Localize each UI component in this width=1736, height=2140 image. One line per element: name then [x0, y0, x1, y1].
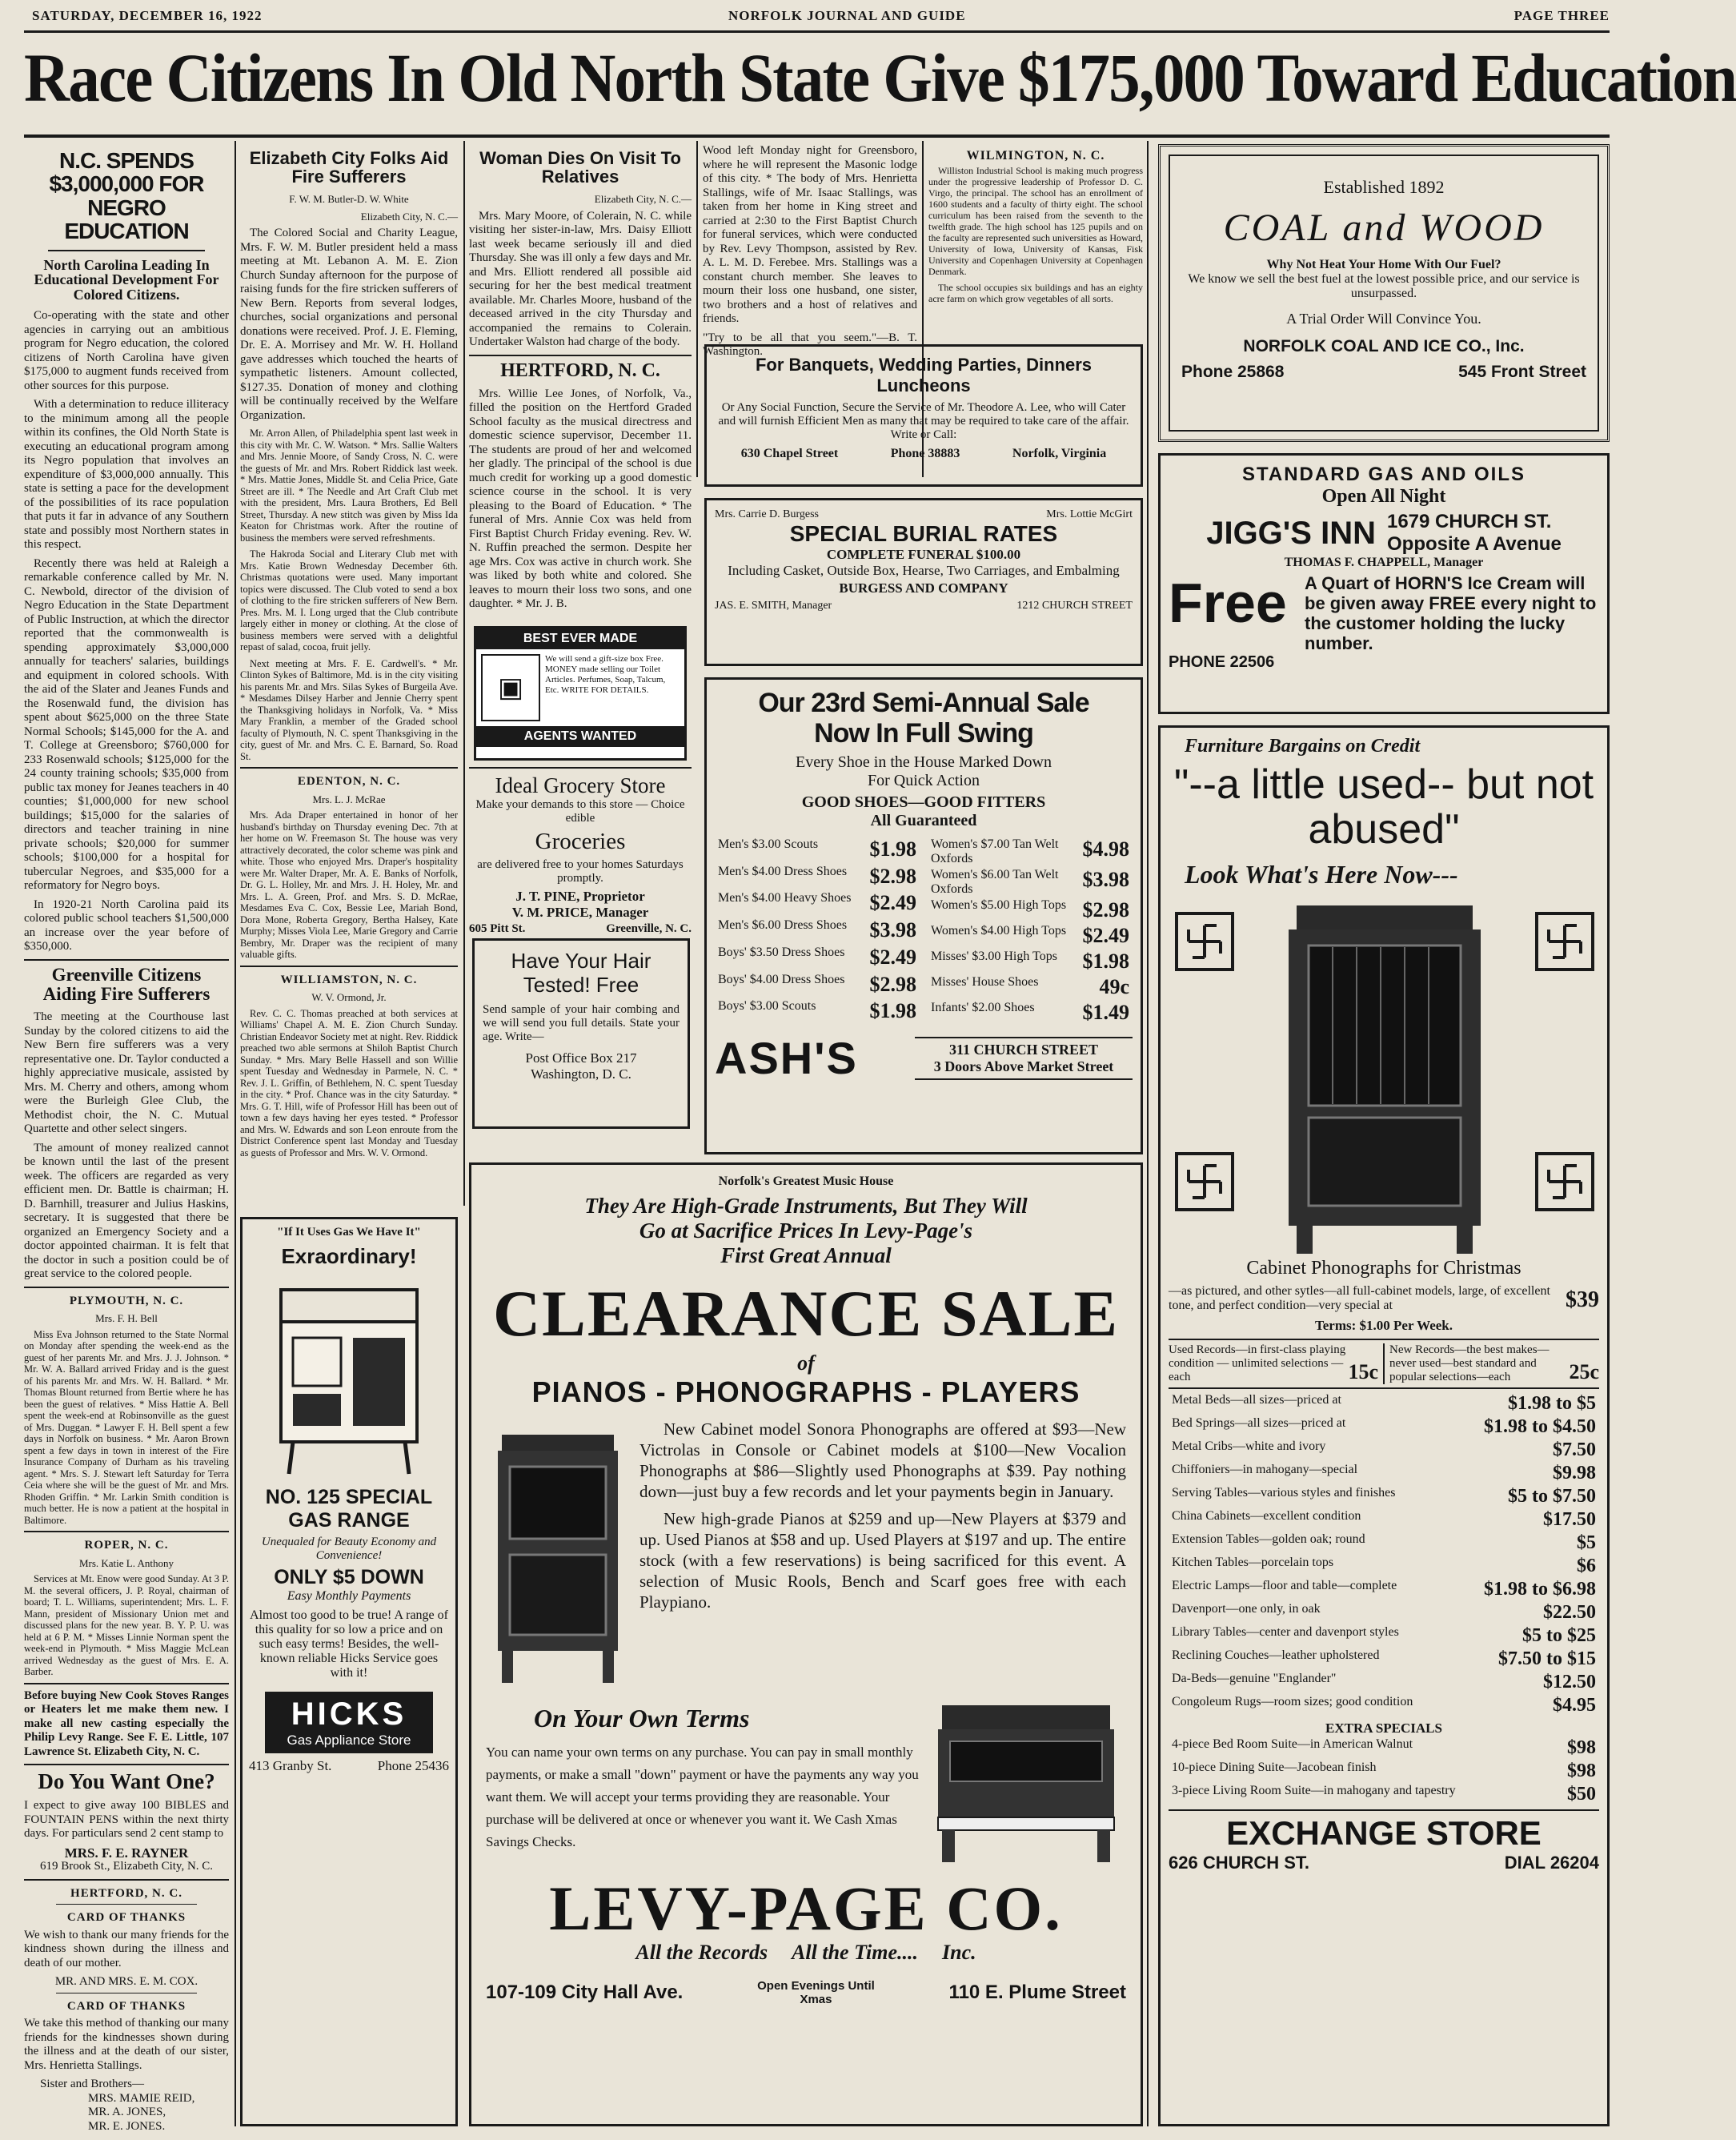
ash-headline-1: Our 23rd Semi-Annual Sale — [758, 688, 1089, 718]
ash-right-price: $3.98 — [1082, 868, 1129, 891]
exchange-new-records: New Records—the best makes—never used—best standard and popular selections—each — [1389, 1343, 1550, 1383]
levy-inc: Inc. — [941, 1941, 976, 1964]
exchange-caption-text: —as pictured, and other sytles—all full-cabinet models, large, of excellent tone, and perfect condition—very special at — [1169, 1284, 1550, 1312]
newspaper-name: NORFOLK JOURNAL AND GUIDE — [728, 8, 966, 23]
grocery-owner: J. T. PINE, Proprietor — [515, 889, 645, 904]
banner-rule — [24, 135, 1610, 138]
ash-left-price: $1.98 — [869, 837, 916, 861]
dateline-elizabeth-city: Elizabeth City, N. C.— — [360, 210, 458, 223]
ash-price-table-left — [715, 837, 920, 1026]
exchange-item: Kitchen Tables—porcelain tops — [1172, 1556, 1334, 1569]
hicks-top: "If It Uses Gas We Have It" — [277, 1226, 421, 1239]
banquet-ad — [704, 344, 1143, 487]
banner-headline: Race Citizens In Old North State Give $175,000 Toward Education — [24, 39, 1736, 116]
wilmington-news-2: The school occupies six buildings and has an eighty acre farm on which grow vegetables of all sorts. — [928, 282, 1143, 304]
exchange-used-price: 15c — [1348, 1360, 1378, 1383]
exchange-item: Metal Beds—all sizes—priced at — [1172, 1393, 1341, 1407]
column-rule — [463, 141, 465, 1206]
headline-nc-education: N.C. SPENDS $3,000,000 FOR NEGRO EDUCATION — [49, 148, 204, 244]
exchange-row — [1169, 1624, 1599, 1648]
exchange-row — [1169, 1671, 1599, 1694]
best-ad-footer: AGENTS WANTED — [476, 726, 684, 747]
exchange-row — [1169, 1601, 1599, 1624]
headline-want-one: Do You Want One? — [38, 1769, 215, 1794]
ash-left-item: Men's $4.00 Heavy Shoes — [718, 891, 852, 905]
hicks-payments: Easy Monthly Payments — [287, 1589, 411, 1603]
levy-intro-2: Go at Sacrifice Prices In Levy-Page's — [639, 1219, 973, 1243]
exchange-row — [1169, 1694, 1599, 1717]
hicks-headline: Exraordinary! — [281, 1244, 417, 1268]
column-2 — [240, 144, 458, 1209]
story-paragraph: With a determination to reduce illiteracy to the minimum among all the people within its confines, the Old North State is executing an educational program among its Negro population that involves an expenditure of $3,000,000 annually. This state is setting a pace for the development of the possibilities of its race population that puts it far in advance of any Southern state and possibly most Northern states in this respect. — [24, 398, 229, 552]
burial-ad — [704, 498, 1143, 666]
exchange-item: Electric Lamps—floor and table—complete — [1172, 1579, 1397, 1592]
column-3 — [469, 144, 692, 616]
ash-right-price: $2.49 — [1082, 924, 1129, 947]
ash-right-item: Women's $6.00 Tan Welt Oxfords — [931, 868, 1059, 896]
exchange-price: $1.98 to $5 — [1508, 1393, 1596, 1414]
hair-test-ad — [472, 938, 690, 1129]
ash-left-price: $2.49 — [869, 891, 916, 915]
levy-of: of — [797, 1351, 815, 1375]
levy-top: Norfolk's Greatest Music House — [718, 1174, 894, 1188]
banquet-text: Or Any Social Function, Secure the Service of Mr. Theodore A. Lee, who will Cater and will furnish Efficient Men as many that may be required to take care of the affair. — [718, 401, 1129, 428]
levy-intro-3: First Great Annual — [720, 1243, 892, 1267]
card-of-thanks-2: CARD OF THANKS — [66, 1999, 186, 2013]
column-4 — [703, 144, 917, 358]
best-ad-text: We will send a gift-size box Free. MONEY made selling our Toilet Articles. Perfumes, Soap, Talcum, Etc. WRITE FOR DETAILS. — [545, 654, 666, 695]
ash-right-item: Misses' House Shoes — [931, 975, 1039, 989]
exchange-used-records: Used Records—in first-class playing condition — unlimited selections — each — [1169, 1343, 1346, 1383]
exchange-new-price: 25c — [1569, 1360, 1599, 1383]
exchange-terms: Terms: $1.00 Per Week. — [1314, 1318, 1453, 1333]
exchange-price: $5 to $7.50 — [1508, 1486, 1596, 1507]
hicks-logo: HICKS — [291, 1696, 407, 1732]
exchange-extra-item: 4-piece Bed Room Suite—in American Walnut — [1172, 1737, 1413, 1751]
levy-items: PIANOS - PHONOGRAPHS - PLAYERS — [531, 1375, 1080, 1408]
ash-right-price: $4.98 — [1082, 837, 1129, 861]
exchange-phone: DIAL 26204 — [1504, 1853, 1599, 1873]
want-text: I expect to give away 100 BIBLES and FOUNTAIN PENS within the next thirty days. For particulars send 2 cent stamp to — [24, 1799, 229, 1841]
jigg-offer: A Quart of HORN'S Ice Cream will be given away FREE every night to the customer holding the lucky number. — [1305, 573, 1597, 653]
ash-left-item: Boys' $3.50 Dress Shoes — [718, 945, 845, 959]
exchange-item: Congoleum Rugs—room sizes; good condition — [1172, 1695, 1413, 1708]
hicks-address: 413 Granby St. — [249, 1758, 332, 1773]
hicks-gas-ad — [240, 1217, 458, 2126]
ash-left-price: $3.98 — [869, 918, 916, 942]
ash-right-row — [928, 974, 1133, 1000]
issue-date: SATURDAY, DECEMBER 16, 1922 — [32, 8, 263, 23]
page-number: PAGE THREE — [1513, 8, 1610, 23]
ash-left-item: Men's $4.00 Dress Shoes — [718, 864, 848, 878]
ash-right-row — [928, 949, 1133, 974]
column-rule — [235, 141, 236, 2126]
burial-name-left: Mrs. Carrie D. Burgess — [715, 508, 820, 520]
exchange-extra-item: 10-piece Dining Suite—Jacobean finish — [1172, 1761, 1377, 1774]
ash-right-item: Infants' $2.00 Shoes — [931, 1001, 1035, 1014]
exchange-price: $9.98 — [1553, 1463, 1596, 1484]
stove-ad: Before buying New Cook Stoves Ranges or Heaters let me make them new. I make all new casting especially the Philip Levy Range. See F. E. Little, 107 Lawrence St. Elizabeth City, N. C. — [24, 1688, 229, 1758]
gas-range-icon — [249, 1274, 451, 1482]
byline-williamston: W. V. Ormond, Jr. — [311, 991, 387, 1004]
story-paragraph: The meeting at the Courthouse last Sunday by the colored citizens to aid the New Bern fire sufferers was a very representative one. Dr. Taylor conducted a highly appreciative musicale, assisted by Mrs. M. Cherry and others, among whom were the Burleigh Glee Club, the Methodist choir, the N. C. Mutual Quartette and other select singers. — [24, 1010, 229, 1136]
deck-nc-education: North Carolina Leading In Educational Development For Colored Citizens. — [34, 256, 219, 303]
jigg-free: Free — [1169, 572, 1287, 634]
exchange-item: Davenport—one only, in oak — [1172, 1602, 1321, 1616]
burial-address: 1212 CHURCH STREET — [1016, 600, 1133, 612]
coal-headline: COAL and WOOD — [1223, 207, 1545, 249]
jigg-manager: THOMAS F. CHAPPELL, Manager — [1284, 556, 1484, 569]
column-5 — [928, 144, 1143, 332]
ash-shoe-ad — [704, 677, 1143, 1154]
levy-terms-headline: On Your Own Terms — [534, 1704, 750, 1732]
story-paragraph: The amount of money realized cannot be known until the last of the present week. The officers are regarded as very efficient men. Dr. Battle is chairman; H. D. Barnhill, treasurer and Julius Haskins, secretary. It is suggested that there be organized an Emergency Society and a doctor appointed chairman. It is felt that the doctor in such a position could be of great service to the colored people. — [24, 1141, 229, 1281]
levy-logo: LEVY-PAGE CO. — [549, 1873, 1063, 1943]
exchange-caption: Cabinet Phonographs for Christmas — [1246, 1258, 1522, 1279]
story-paragraph: The Hakroda Social and Literary Club met with Mrs. Katie Brown Wednesday December 6th. Christmas quotations were used. Many important topics were discussed. The Club voted to send a box of clothing to the fire stricken sufferers of New Bern. Pres. Mrs. M. I. Long urged that the Club contribute largely either in money or clothing. At the close of business members were served with a delightful repast of salad, cocoa, fruit jelly. — [240, 548, 458, 653]
ash-address-2: 3 Doors Above Market Street — [933, 1058, 1114, 1074]
exchange-address: 626 CHURCH ST. — [1169, 1853, 1310, 1873]
exchange-row — [1169, 1485, 1599, 1508]
dateline-hertford: HERTFORD, N. C. — [500, 359, 660, 381]
grocery-big: Groceries — [535, 829, 626, 854]
levy-paragraph-1: New Cabinet model Sonora Phonographs are offered at $93—New Victrolas in Console or Cabinet models at $100—New Vocalion Phonographs at $86—Slightly used Phonographs at $39. Pay nothing down—just buy a few records and let your payments begin in January. — [639, 1419, 1126, 1501]
grocery-text: Make your demands to this store — Choice edible — [475, 798, 685, 825]
ash-right-price: $1.49 — [1082, 1001, 1129, 1024]
exchange-extra-price: $98 — [1567, 1761, 1596, 1781]
ash-right-item: Women's $4.00 High Tops — [931, 924, 1067, 938]
hicks-model: NO. 125 SPECIAL GAS RANGE — [265, 1486, 433, 1532]
exchange-row — [1169, 1462, 1599, 1485]
stallings-story: Wood left Monday night for Greensboro, where he will represent the Masonic lodge of this city. * The body of Mrs. Henrietta Stallings, wife of Mr. Isaac Stallings, was taken from her home in King street and carried at 2:30 to the First Baptist Church for funeral services, which were conducted by Rev. Levy Thompson, assisted by Rev. A. L. M. D. Ferebee. Mrs. Stallings was a constant church member. She leaves to mourn their loss one husband, one sister, two brothers and a host of relatives and friends. — [703, 144, 917, 325]
ash-left-row — [715, 917, 920, 945]
williamston-news: Rev. C. C. Thomas preached at both services at Williams' Chapel A. M. E. Zion Church Sunday. Christian Endeavor Society met at night. Rev. Riddick preached two able sermons at Shiloh Baptist Church Sunday. * Mrs. Mary Belle Hassell and son Willie spent Tuesday and Wednesday in Parmele, N. C. * Rev. J. L. Griffin, of Bethlehem, N. C. spent Tuesday in the city. * Prof. Chance was in the city Saturday. * Mrs. G. T. Hill, wife of Professor Hill has been out of town a few days having her eyes tested. * Professor and Mrs. W. Edwards and son Leon enroute from the District Conference spent last Monday and Tuesday as guests of Professor and Mrs. W. V. Ormond. — [240, 1007, 458, 1158]
exchange-extra-row — [1169, 1736, 1599, 1760]
jigg-open: Open All Night — [1321, 486, 1446, 507]
exchange-row — [1169, 1392, 1599, 1415]
ash-left-item: Men's $3.00 Scouts — [718, 837, 819, 851]
exchange-item: Metal Cribs—white and ivory — [1172, 1439, 1326, 1453]
levy-intro-1: They Are High-Grade Instruments, But They Will — [584, 1194, 1028, 1218]
want-name: MRS. F. E. RAYNER — [64, 1845, 189, 1861]
story-paragraph: Mr. Arron Allen, of Philadelphia spent last week in this city with Mr. C. W. Watson. * Mrs. Sallie Walters and Mrs. Jennie Moore, of Sandy Cross, N. C. were the guests of Mr. and Mrs. Robert Riddick last week. * Mrs. Mattie Jones, Middle St. and Celia Price, Gate Street are ill. * The Needle and Art Craft Club met with the president, Mrs. Laura Brothers, Ed Bell Street, Thursday. A new stitch was given by Miss Ida Keaton for Christmas work. After the routine of business the members were served refreshments. — [240, 428, 458, 544]
levy-paragraph-2: New high-grade Pianos at $259 and up—New Players at $379 and up. Used Pianos at $58 and up. Used Players at $197 and up. The entire stock (with a few reservations) is being sacrificed for this event. A selection of Music Rools, Bench and Scarf goes free with each Playpiano. — [639, 1509, 1126, 1612]
story-paragraph: Next meeting at Mrs. F. E. Cardwell's. * Mr. Clinton Sykes of Baltimore, Md. is in the city visiting his parents Mr. and Mrs. Silas Sykes of Burgeila Ave. * Mesdames Dilsey Harber and Jennie Cherry spent the Thanksgiving holidays in Norfolk, Va. * Miss Mary Franklin, a member of the Graded school faculty of Plymouth, N. C. spent Thanksgiving in the city, guest of Mr. and Mrs. C. E. Barnard, So. Road St. — [240, 657, 458, 762]
levy-address-2: 110 E. Plume Street — [948, 1981, 1126, 2003]
edenton-news: Mrs. Ada Draper entertained in honor of her husband's birthday on Thursday evening Dec. 7th at her home on W. Freemason St. The house was very attractively decorated, the color scheme was pink and white. Those who enjoyed Mrs. Draper's hospitality were Mr. Walter Draper, Mr. A. E. Banks of Norfolk, Dr. G. L. Holley, Mr. and Mrs. J. H. Holey, Mr. and Mrs. L. A. Green, Prof. and Mrs. S. D. McRae, Mesdames Eva C. Cox, Bessie Lee, Mariah Bond, Dora Mone, Roberta Gregory, Bertha Halsey, Kate Murphy; Misses Viola Lee, Marie Gregory and Carrie Bembry, Mr. Draper was the recipient of many valuable gifts. — [240, 809, 458, 961]
ash-right-item: Women's $5.00 High Tops — [931, 898, 1067, 912]
hertford-news: Mrs. Willie Lee Jones, of Norfolk, Va., filled the position on the Hertford Graded School faculty as the musical directress and domestic science supervisor, December 11. The students are proud of her and welcomed her gladly. The principal of the school is due much credit for working up a good domestic science course in the school. It is very pleasing to the Board of Education. * The funeral of Mrs. Annie Cox was held from First Baptist Church Friday evening. Rev. W. N. Ruffin preached the sermon. Despite her age Mrs. Cox was active in church work. She was liked by both white and colored. She leaves to mourn their loss two sons, and one daughter. * Mr. J. B. — [469, 387, 692, 611]
story-paragraph: The Colored Social and Charity League, Mrs. F. W. M. Butler president held a mass meeting at Mt. Lebanon A. M. E. Zion Church Sunday afternoon for the purpose of raising funds for the fire stricken sufferers of New Bern. Reports from several lodges, churches, social organizations and personal donations were received. Prof. J. E. Fleming, Dr. E. A. Morrisey and Mr. W. H. Holland gave addresses which touched the hearts of sympathetic listeners. Amount collected, $127.35. Donation of money and clothing will be continually received by the Welfare Organization. — [240, 227, 458, 422]
ash-left-price: $2.98 — [869, 972, 916, 996]
hair-address-2: Washington, D. C. — [531, 1066, 631, 1082]
exchange-headline: Furniture Bargains on Credit — [1185, 736, 1421, 757]
headline-greenville: Greenville Citizens Aiding Fire Sufferers — [42, 964, 210, 1004]
story-paragraph: Recently there was held at Raleigh a remarkable conference called by Mr. N. C. Newbold, director of the division of Negro Education in the State Department of Public Instruction, at which the director reported that the commonwealth is spending approximately $3,000,000 annually for teachers' salaries, buildings and equipment in colored schools. With the aid of the Slater and Jeanes Funds and the Rosenwald fund, the division has spent about $625,000 on the three State Normal Schools; $145,000 for the A. and T. College at Greensboro; $760,000 for 233 Rosenwald schools; $125,000 for the 24 county training schools; $35,000 from public tax money for Jeanes teachers in 40 counties; $1,000,000 for new school buildings; $15,000 for the salaries of directors and teacher training in nine private schools; $20,000 for summer schools; $100,000 for a hospital for tubercular Negroes, and $35,000 for a reformatory for Negro boys. — [24, 556, 229, 893]
best-ad-title: BEST EVER MADE — [476, 628, 684, 649]
exchange-extras-list — [1169, 1736, 1599, 1806]
exchange-item: Serving Tables—various styles and finishes — [1172, 1486, 1396, 1500]
dateline-wilmington: WILMINGTON, N. C. — [966, 149, 1105, 163]
exchange-price: $4.95 — [1553, 1695, 1596, 1716]
exchange-store-ad — [1158, 725, 1610, 2126]
ash-logo: ASH'S — [715, 1033, 858, 1083]
burial-name-right: Mrs. Lottie McGirt — [1046, 508, 1133, 520]
burial-company: BURGESS AND COMPANY — [839, 580, 1008, 596]
burial-headline: SPECIAL BURIAL RATES — [789, 521, 1058, 546]
exchange-item: Chiffoniers—in mahogany—special — [1172, 1463, 1358, 1476]
roper-news: Services at Mt. Enow were good Sunday. At 3 P. M. the several officers, J. P. Royal, chairman of board; T. L. Williams, superintendent; Mrs. L. F. Mann, president of Missionary Union met and discussed plans for the new year. B. Y. P. U. was held at 6 P. M. * Misses Linnie Norman spent the week-end in Plymouth. * Miss Maggie McLean arrived Wednesday as the guest of Mrs. E. A. Barber. — [24, 1573, 229, 1678]
exchange-extra-headline: EXTRA SPECIALS — [1325, 1720, 1442, 1736]
ash-left-row — [715, 837, 920, 864]
exchange-extra-price: $98 — [1567, 1737, 1596, 1758]
story-paragraph: Mrs. Mary Moore, of Colerain, N. C. while visiting her sister-in-law, Mrs. Daisy Elliott last week became seriously ill and died Thursday. She was ill only a few days and Mr. and Mrs. Elliott rendered all possible aid securing for her the best medical treatment available. Mr. Charles Moore, husband of the deceased arrived in the city Thursday and accompanied the remains to Colerain. Undertaker Walston had charge of the body. — [469, 209, 692, 349]
player-piano-icon — [926, 1697, 1126, 1865]
ash-right-row — [928, 867, 1133, 897]
coal-text-3: A Trial Order Will Convince You. — [1286, 311, 1481, 327]
plymouth-news: Miss Eva Johnson returned to the State Normal on Monday after spending the week-end as the guest of her parents Mr. and Mrs. J. J. Johnson. * Mr. W. A. Ballard arrived Friday and is the guest of his parents Mr. and Mrs. W. H. Ballard. * Mr. Thomas Blount returned from Bertie where he has been the guest of relatives. * Miss Hattie A. Bell spent the week-end at Robinsonville as the guest of Mrs. Duggan. * Lawyer F. H. Bell spent a few days in Norfolk on business. * Mr. Aaron Brown spent a few days in town in interest of the Fire Insurance Company of Durham as his traveling agent. * Mrs. S. J. Stewart left Saturday for Terra Ceia where she will be the guest of Mr. and Mrs. Rhoden Griffin. * Mr. Larkin Smith condition is much better. He is now a patient at the hospital in Baltimore. — [24, 1328, 229, 1526]
coal-established: Established 1892 — [1323, 177, 1445, 197]
exchange-item: Bed Springs—all sizes—priced at — [1172, 1416, 1346, 1430]
exchange-extra-row — [1169, 1783, 1599, 1806]
ash-right-price: $2.98 — [1082, 898, 1129, 921]
ash-left-row — [715, 864, 920, 891]
ash-address-1: 311 CHURCH STREET — [948, 1041, 1099, 1058]
exchange-quote: "--a little used-- but not abused" — [1173, 761, 1594, 853]
story-paragraph: Co-operating with the state and other agencies in carrying out an ambitious program for Negro education, the colored citizens of North Carolina have given $175,000 to augment funds received from other sources for this purpose. — [24, 309, 229, 392]
hicks-text: Almost too good to be true! A range of this quality for so low a price and on such easy terms! Besides, the well-known reliable Hicks Service goes with it! — [250, 1608, 448, 1680]
headline-elizabeth-city: Elizabeth City Folks Aid Fire Sufferers — [249, 148, 449, 187]
levy-page-ad — [469, 1162, 1143, 2126]
thanks-sig-line: MRS. MAMIE REID, — [88, 2091, 195, 2105]
levy-hours: Open Evenings Until Xmas — [757, 1979, 875, 2006]
banquet-address: 630 Chapel Street — [740, 447, 839, 460]
ash-sub-1: Every Shoe in the House Marked Down — [796, 753, 1052, 771]
exchange-extra-row — [1169, 1760, 1599, 1783]
column-rule — [1147, 141, 1149, 2126]
ash-headline-2: Now In Full Swing — [814, 718, 1033, 749]
washington-quote: "Try to be all that you seem."—B. T. Washington. — [703, 331, 917, 358]
card-of-thanks-1: CARD OF THANKS — [66, 1911, 186, 1925]
exchange-row — [1169, 1439, 1599, 1462]
jigg-address-2: Opposite A Avenue — [1386, 533, 1562, 555]
ash-left-item: Men's $6.00 Dress Shoes — [718, 918, 848, 933]
byline-plymouth: Mrs. F. H. Bell — [95, 1312, 158, 1325]
phonograph-console-icon — [486, 1419, 630, 1691]
exchange-price: $12.50 — [1543, 1672, 1596, 1692]
thanks-2-text: We take this method of thanking our many friends for the kindnesses shown during the illness and at the death of our sister, Mrs. Henrietta Stallings. — [24, 2017, 229, 2072]
dateline-williamston: WILLIAMSTON, N. C. — [280, 973, 418, 986]
ash-left-price: $2.49 — [869, 945, 916, 969]
levy-terms-text: You can name your own terms on any purchase. You can pay in small monthly payments, or make a small "down" payment or have the payments any way you want them. We will accept your terms providing they are reasonable. Your purchase will be delivered at once or whenever you want it. We Cash Xmas Savings Checks. — [486, 1745, 919, 1849]
ash-right-price: $1.98 — [1082, 950, 1129, 973]
ash-right-row — [928, 1000, 1133, 1026]
ash-right-row — [928, 897, 1133, 923]
dateline-roper: ROPER, N. C. — [84, 1539, 169, 1552]
exchange-item: Da-Beds—genuine "Englander" — [1172, 1672, 1337, 1685]
exchange-caption-price: $39 — [1566, 1287, 1599, 1312]
byline-roper: Mrs. Katie L. Anthony — [78, 1556, 174, 1569]
ash-right-item: Misses' $3.00 High Tops — [931, 950, 1057, 963]
exchange-item: China Cabinets—excellent condition — [1172, 1509, 1361, 1523]
thanks-1-signature: MR. AND MRS. E. M. COX. — [54, 1975, 198, 1989]
exchange-row — [1169, 1578, 1599, 1601]
byline-edenton: Mrs. L. J. McRae — [312, 793, 386, 805]
coal-phone: Phone 25868 — [1181, 363, 1285, 381]
jigg-name: JIGG'S INN — [1206, 515, 1376, 551]
exchange-price: $17.50 — [1543, 1509, 1596, 1530]
ash-left-item: Boys' $4.00 Dress Shoes — [718, 972, 845, 986]
hicks-price: ONLY $5 DOWN — [274, 1566, 424, 1588]
grocery-address: 605 Pitt St. — [469, 922, 526, 935]
exchange-price: $5 to $25 — [1522, 1625, 1596, 1646]
exchange-extra-price: $50 — [1567, 1784, 1596, 1805]
ash-sub-4: All Guaranteed — [870, 812, 977, 829]
grocery-manager: V. M. PRICE, Manager — [511, 905, 649, 920]
exchange-price: $6 — [1577, 1556, 1596, 1576]
levy-clearance: CLEARANCE SALE — [492, 1277, 1120, 1350]
grocery-text-2: are delivered free to your homes Saturdays promptly. — [477, 858, 684, 885]
banquet-phone: Phone 38883 — [890, 447, 960, 460]
jigg-top: STANDARD GAS AND OILS — [1242, 464, 1526, 485]
levy-address-1: 107-109 City Hall Ave. — [486, 1981, 684, 2003]
grocery-headline: Ideal Grocery Store — [495, 773, 666, 797]
ash-sub-3: GOOD SHOES—GOOD FITTERS — [801, 793, 1046, 811]
hair-text: Send sample of your hair combing and we will send you full details. State your age. Write— — [483, 1003, 680, 1043]
jiggs-inn-ad — [1158, 453, 1610, 714]
exchange-row — [1169, 1648, 1599, 1671]
wilmington-news: Williston Industrial School is making much progress under the progressive leadership of Professor D. C. Virgo, the principal. The school has an enrollment of 1600 students and a faculty of thirty eight. The school curriculum has been raised from the seventh to the twelfth grade. The high school has 125 pupils and on the faculty are represented such universities as Howard, University of Iowa, University of Kansas, Fisk University and Copenhagen University at Copenhagen Denmark. — [928, 165, 1143, 277]
folio-line — [24, 3, 1610, 30]
exchange-price: $1.98 to $4.50 — [1484, 1416, 1596, 1437]
hicks-logo-sub: Gas Appliance Store — [287, 1732, 411, 1748]
exchange-store-name: EXCHANGE STORE — [1226, 1814, 1542, 1852]
exchange-item: Library Tables—center and davenport styles — [1172, 1625, 1399, 1639]
column-rule — [696, 141, 698, 477]
ash-left-item: Boys' $3.00 Scouts — [718, 999, 816, 1014]
ash-sub-2: For Quick Action — [868, 772, 980, 789]
hair-headline: Have Your Hair Tested! Free — [511, 949, 652, 997]
grocery-ad — [469, 767, 692, 935]
thanks-1-text: We wish to thank our many friends for the kindness shown during the illness and death of our mother. — [24, 1928, 229, 1969]
byline-elizabeth-city: F. W. M. Butler-D. W. White — [289, 193, 409, 206]
ash-left-row — [715, 998, 920, 1026]
coal-text-1: Why Not Heat Your Home With Our Fuel? — [1266, 258, 1501, 271]
phonograph-cabinet-icon — [1169, 897, 1601, 1258]
thanks-sig-line: MR. E. JONES. — [88, 2119, 166, 2133]
ash-left-row — [715, 972, 920, 999]
gift-box-icon: ▣ — [481, 654, 540, 721]
ash-right-row — [928, 923, 1133, 949]
exchange-extra-item: 3-piece Living Room Suite—in mahogany and tapestry — [1172, 1784, 1456, 1797]
coal-text-2: We know we sell the best fuel at the lowest possible price, and our service is unsurpassed. — [1188, 272, 1580, 300]
best-ever-made-ad — [474, 626, 687, 761]
exchange-row — [1169, 1508, 1599, 1532]
exchange-row — [1169, 1555, 1599, 1578]
banquet-headline: For Banquets, Wedding Parties, Dinners Luncheons — [755, 355, 1093, 395]
exchange-price: $5 — [1577, 1532, 1596, 1553]
exchange-row — [1169, 1415, 1599, 1439]
coal-wood-ad — [1158, 144, 1610, 442]
ash-left-price: $2.98 — [869, 864, 916, 888]
thanks-2-signature — [24, 2078, 229, 2134]
ash-left-row — [715, 890, 920, 917]
levy-tagline-1: All the Records — [635, 1941, 768, 1964]
burial-text: Including Casket, Outside Box, Hearse, Two Carriages, and Embalming — [728, 563, 1120, 578]
dateline-hertford-small: HERTFORD, N. C. — [70, 1886, 182, 1900]
exchange-price-list — [1169, 1392, 1599, 1717]
grocery-city: Greenville, N. C. — [606, 922, 692, 935]
banquet-write: Write or Call: — [890, 428, 957, 441]
exchange-item: Extension Tables—golden oak; round — [1172, 1532, 1365, 1546]
ash-left-row — [715, 945, 920, 972]
exchange-row — [1169, 1532, 1599, 1555]
top-rule — [24, 30, 1610, 33]
ash-right-price: 49c — [1099, 975, 1129, 998]
thanks-sig-line: Sister and Brothers— — [40, 2078, 144, 2091]
story-paragraph: In 1920-21 North Carolina paid its colored public school teachers $1,500,000 an increase over the year before of $350,000. — [24, 897, 229, 954]
hicks-sub: Unequaled for Beauty Economy and Convenience! — [261, 1536, 437, 1562]
thanks-sig-line: MR. A. JONES, — [88, 2106, 166, 2119]
exchange-price: $7.50 to $15 — [1498, 1648, 1596, 1669]
exchange-price: $7.50 — [1553, 1439, 1596, 1460]
jigg-address-1: 1679 CHURCH ST. — [1386, 511, 1552, 532]
ash-price-table-right — [928, 837, 1133, 1026]
ash-right-item: Women's $7.00 Tan Welt Oxfords — [931, 837, 1059, 865]
exchange-item: Reclining Couches—leather upholstered — [1172, 1648, 1380, 1662]
burial-manager: JAS. E. SMITH, Manager — [715, 600, 832, 612]
headline-woman-dies: Woman Dies On Visit To Relatives — [479, 148, 681, 187]
burial-sub: COMPLETE FUNERAL $100.00 — [826, 547, 1021, 562]
ash-left-price: $1.98 — [869, 999, 916, 1023]
exchange-headline-2: Look What's Here Now--- — [1185, 860, 1458, 889]
coal-company: NORFOLK COAL AND ICE CO., Inc. — [1243, 337, 1525, 355]
exchange-price: $22.50 — [1543, 1602, 1596, 1623]
hair-address-1: Post Office Box 217 — [525, 1050, 637, 1066]
hicks-phone: Phone 25436 — [377, 1758, 449, 1773]
jigg-phone: PHONE 22506 — [1169, 653, 1275, 671]
cabinet-phonograph-illustration — [1169, 897, 1599, 1258]
levy-tagline-2: All the Time.... — [792, 1941, 918, 1964]
dateline-edenton: EDENTON, N. C. — [297, 775, 401, 789]
coal-address: 545 Front Street — [1458, 363, 1586, 381]
dateline-woman-dies: Elizabeth City, N. C.— — [594, 193, 692, 206]
banquet-city: Norfolk, Virginia — [1012, 447, 1107, 460]
want-address: 619 Brook St., Elizabeth City, N. C. — [39, 1860, 214, 1873]
ash-right-row — [928, 837, 1133, 867]
column-1 — [24, 144, 229, 2133]
dateline-plymouth: PLYMOUTH, N. C. — [69, 1294, 184, 1307]
exchange-price: $1.98 to $6.98 — [1484, 1579, 1596, 1600]
